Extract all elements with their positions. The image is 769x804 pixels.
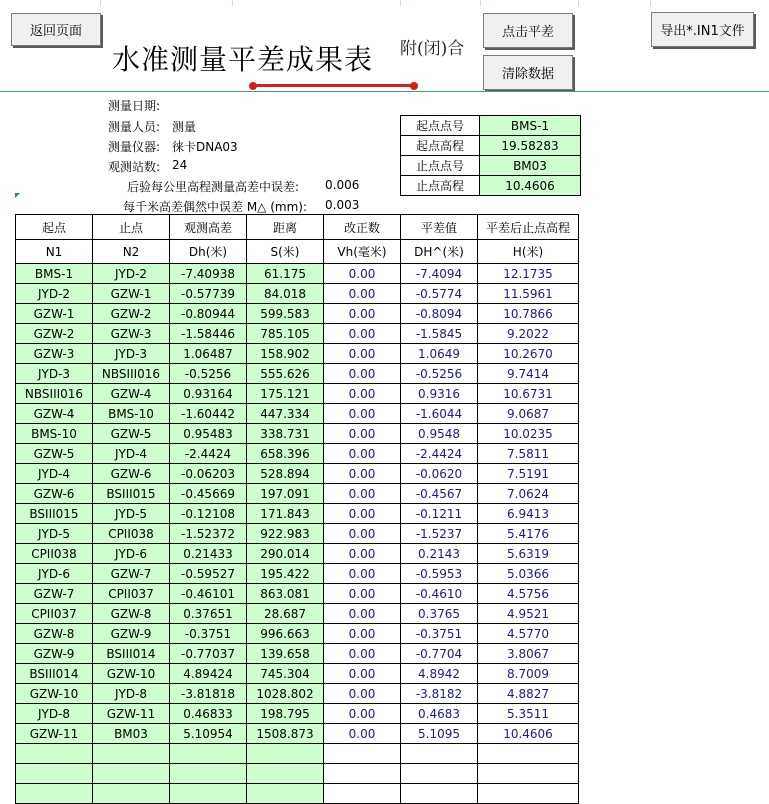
cell-correction: 0.00 <box>324 344 401 364</box>
cell-end[interactable]: BSIII014 <box>93 644 170 664</box>
table-row <box>16 464 579 484</box>
cell-adjusted-dh: -0.5774 <box>401 284 478 304</box>
grid-line <box>100 0 101 6</box>
cell-distance[interactable]: 745.304 <box>247 664 324 684</box>
cell-end[interactable]: GZW-3 <box>93 324 170 344</box>
random-error-label: 每千米高差偶然中误差 M△ (mm): <box>123 200 307 214</box>
cell-start[interactable]: CPII037 <box>16 604 93 624</box>
cell-start[interactable]: JYD-2 <box>16 284 93 304</box>
cell-correction: 0.00 <box>324 604 401 624</box>
cell-correction <box>324 784 401 804</box>
cell-distance[interactable]: 1508.873 <box>247 724 324 744</box>
cell-start[interactable] <box>16 784 93 804</box>
end-name-label: 止点点号 <box>401 156 480 176</box>
cell-end[interactable]: GZW-11 <box>93 704 170 724</box>
cell-end[interactable]: GZW-7 <box>93 564 170 584</box>
cell-start[interactable]: JYD-8 <box>16 704 93 724</box>
start-height-value[interactable]: 19.58283 <box>480 136 581 156</box>
cell-observed-dh[interactable]: -1.60442 <box>170 404 247 424</box>
cell-distance[interactable]: 863.081 <box>247 584 324 604</box>
cell-end[interactable]: GZW-8 <box>93 604 170 624</box>
cell-distance[interactable] <box>247 784 324 804</box>
start-height-label: 起点高程 <box>401 136 480 156</box>
cell-correction: 0.00 <box>324 724 401 744</box>
cell-correction: 0.00 <box>324 624 401 644</box>
unit-adjusted-height: H(米) <box>478 240 579 264</box>
random-error-value: 0.003 <box>325 198 360 212</box>
cell-observed-dh[interactable] <box>170 764 247 784</box>
survey-date-label: 测量日期: <box>108 99 161 113</box>
grid-line <box>400 0 401 6</box>
unit-start: N1 <box>16 240 93 264</box>
cell-observed-dh[interactable]: 0.46833 <box>170 704 247 724</box>
cell-observed-dh[interactable]: 5.10954 <box>170 724 247 744</box>
cell-start[interactable]: GZW-9 <box>16 644 93 664</box>
table-row <box>16 564 579 584</box>
start-name-label: 起点点号 <box>401 116 480 136</box>
page-subtitle: 附(闭)合 <box>400 39 465 59</box>
table-row <box>16 284 579 304</box>
table-row <box>16 264 579 284</box>
cell-adjusted-height: 9.7414 <box>478 364 579 384</box>
cell-start[interactable]: GZW-7 <box>16 584 93 604</box>
cell-observed-dh[interactable]: -0.06203 <box>170 464 247 484</box>
cell-adjusted-dh: -1.5237 <box>401 524 478 544</box>
cell-adjusted-height: 8.7009 <box>478 664 579 684</box>
unit-observed-dh: Dh(米) <box>170 240 247 264</box>
cell-end[interactable]: GZW-4 <box>93 384 170 404</box>
cell-start[interactable]: GZW-1 <box>16 304 93 324</box>
cell-end[interactable]: BMS-10 <box>93 404 170 424</box>
cell-start[interactable]: GZW-10 <box>16 684 93 704</box>
cell-observed-dh[interactable] <box>170 744 247 764</box>
cell-end[interactable]: JYD-4 <box>93 444 170 464</box>
cell-correction: 0.00 <box>324 404 401 424</box>
table-row <box>16 484 579 504</box>
surveyor-label: 测量人员: <box>108 120 161 134</box>
stations-label: 观测站数: <box>108 160 161 174</box>
cell-adjusted-dh: -0.7704 <box>401 644 478 664</box>
cell-distance[interactable] <box>247 764 324 784</box>
cell-distance[interactable]: 785.105 <box>247 324 324 344</box>
cell-start[interactable]: NBSIII016 <box>16 384 93 404</box>
table-row <box>16 324 579 344</box>
cell-correction <box>324 764 401 784</box>
cell-distance[interactable]: 28.687 <box>247 604 324 624</box>
clear-data-button[interactable]: 清除数据 <box>483 55 573 90</box>
cell-adjusted-height: 9.2022 <box>478 324 579 344</box>
cell-adjusted-height: 12.1735 <box>478 264 579 284</box>
cell-distance[interactable]: 290.014 <box>247 544 324 564</box>
cell-observed-dh[interactable]: -1.58446 <box>170 324 247 344</box>
cell-distance[interactable]: 447.334 <box>247 404 324 424</box>
cell-observed-dh[interactable]: 0.37651 <box>170 604 247 624</box>
cell-observed-dh[interactable]: -3.81818 <box>170 684 247 704</box>
cell-adjusted-height: 10.7866 <box>478 304 579 324</box>
cell-adjusted-dh: 0.3765 <box>401 604 478 624</box>
cell-correction: 0.00 <box>324 484 401 504</box>
table-row <box>16 784 579 804</box>
cell-adjusted-height: 4.8827 <box>478 684 579 704</box>
cell-adjusted-dh: 0.9548 <box>401 424 478 444</box>
col-header-correction: 改正数 <box>324 215 401 240</box>
col-header-adjusted-dh: 平差值 <box>401 215 478 240</box>
end-name-row <box>401 156 581 176</box>
cell-distance[interactable]: 175.121 <box>247 384 324 404</box>
cell-start[interactable]: GZW-4 <box>16 404 93 424</box>
cell-distance[interactable]: 555.626 <box>247 364 324 384</box>
cell-distance[interactable]: 528.894 <box>247 464 324 484</box>
end-height-row <box>401 176 581 196</box>
grid-line <box>232 0 233 6</box>
cell-adjusted-dh <box>401 764 478 784</box>
spreadsheet-grid-top <box>0 0 769 6</box>
table-row <box>16 304 579 324</box>
unit-header-row <box>16 240 579 264</box>
cell-observed-dh[interactable]: -0.12108 <box>170 504 247 524</box>
cell-correction: 0.00 <box>324 644 401 664</box>
cell-adjusted-dh: -0.5256 <box>401 364 478 384</box>
cell-distance[interactable]: 139.658 <box>247 644 324 664</box>
posterior-error-value: 0.006 <box>325 178 360 192</box>
adjust-button[interactable]: 点击平差 <box>483 13 573 48</box>
col-header-adjusted-height: 平差后止点高程 <box>478 215 579 240</box>
cell-observed-dh[interactable]: -0.77037 <box>170 644 247 664</box>
cell-start[interactable]: GZW-3 <box>16 344 93 364</box>
cell-distance[interactable]: 1028.802 <box>247 684 324 704</box>
cell-start[interactable]: BMS-10 <box>16 424 93 444</box>
cell-adjusted-height: 6.9413 <box>478 504 579 524</box>
cell-adjusted-dh: 4.8942 <box>401 664 478 684</box>
table-row <box>16 764 579 784</box>
cell-correction: 0.00 <box>324 424 401 444</box>
cell-end[interactable]: GZW-10 <box>93 664 170 684</box>
cell-adjusted-dh: -0.4610 <box>401 584 478 604</box>
table-row <box>16 704 579 724</box>
cell-observed-dh[interactable]: -0.3751 <box>170 624 247 644</box>
cell-observed-dh[interactable]: 0.95483 <box>170 424 247 444</box>
underline-dot-left <box>249 82 257 90</box>
cell-start[interactable]: BSIII014 <box>16 664 93 684</box>
cell-end[interactable]: GZW-1 <box>93 284 170 304</box>
cell-start[interactable]: BSIII015 <box>16 504 93 524</box>
table-row <box>16 504 579 524</box>
cell-adjusted-height: 7.5191 <box>478 464 579 484</box>
cell-observed-dh[interactable]: 0.21433 <box>170 544 247 564</box>
unit-distance: S(米) <box>247 240 324 264</box>
cell-end[interactable]: JYD-3 <box>93 344 170 364</box>
cell-adjusted-dh: -1.6044 <box>401 404 478 424</box>
start-name-row <box>401 116 581 136</box>
cell-correction: 0.00 <box>324 504 401 524</box>
cell-distance[interactable]: 338.731 <box>247 424 324 444</box>
cell-adjusted-dh <box>401 784 478 804</box>
cell-end[interactable] <box>93 784 170 804</box>
instrument-label: 测量仪器: <box>108 140 161 154</box>
adjustment-results-table <box>15 214 579 804</box>
cell-adjusted-height: 10.0235 <box>478 424 579 444</box>
cell-distance[interactable]: 195.422 <box>247 564 324 584</box>
cell-distance[interactable] <box>247 744 324 764</box>
cell-adjusted-height: 9.0687 <box>478 404 579 424</box>
cell-correction: 0.00 <box>324 324 401 344</box>
grid-line <box>650 0 651 6</box>
cell-observed-dh[interactable] <box>170 784 247 804</box>
cell-end[interactable]: BSIII015 <box>93 484 170 504</box>
col-header-start: 起点 <box>16 215 93 240</box>
cell-observed-dh[interactable]: -2.4424 <box>170 444 247 464</box>
col-header-end: 止点 <box>93 215 170 240</box>
table-row <box>16 724 579 744</box>
cell-end[interactable]: CPII037 <box>93 584 170 604</box>
cell-adjusted-dh: 0.9316 <box>401 384 478 404</box>
cell-distance[interactable]: 197.091 <box>247 484 324 504</box>
cell-distance[interactable]: 158.902 <box>247 344 324 364</box>
table-row <box>16 364 579 384</box>
table-row <box>16 384 579 404</box>
cell-observed-dh[interactable]: -0.45669 <box>170 484 247 504</box>
cell-start[interactable]: GZW-5 <box>16 444 93 464</box>
cell-end[interactable] <box>93 764 170 784</box>
cell-correction <box>324 744 401 764</box>
posterior-error-label: 后验每公里高程测量高差中误差: <box>127 180 300 194</box>
cell-start[interactable]: JYD-4 <box>16 464 93 484</box>
cell-correction: 0.00 <box>324 304 401 324</box>
col-header-observed-dh: 观测高差 <box>170 215 247 240</box>
cell-observed-dh[interactable]: -1.52372 <box>170 524 247 544</box>
cell-adjusted-height: 5.6319 <box>478 544 579 564</box>
cell-correction: 0.00 <box>324 584 401 604</box>
cell-start[interactable]: BMS-1 <box>16 264 93 284</box>
end-height-value[interactable]: 10.4606 <box>480 176 581 196</box>
surveyor-value: 测量 <box>172 120 197 134</box>
cell-observed-dh[interactable]: 4.89424 <box>170 664 247 684</box>
unit-end: N2 <box>93 240 170 264</box>
table-row <box>16 444 579 464</box>
cell-adjusted-height: 11.5961 <box>478 284 579 304</box>
cell-distance[interactable]: 61.175 <box>247 264 324 284</box>
underline-dot-right <box>410 82 418 90</box>
cell-adjusted-height: 7.5811 <box>478 444 579 464</box>
cell-adjusted-dh: -7.4094 <box>401 264 478 284</box>
cell-start[interactable]: GZW-8 <box>16 624 93 644</box>
table-row <box>16 344 579 364</box>
cell-observed-dh[interactable]: -0.59527 <box>170 564 247 584</box>
cell-observed-dh[interactable]: 0.93164 <box>170 384 247 404</box>
cell-end[interactable]: GZW-2 <box>93 304 170 324</box>
cell-correction: 0.00 <box>324 464 401 484</box>
table-row <box>16 684 579 704</box>
cell-observed-dh[interactable]: -0.5256 <box>170 364 247 384</box>
cell-adjusted-dh: -0.1211 <box>401 504 478 524</box>
cell-adjusted-dh <box>401 744 478 764</box>
unit-adjusted-dh: DH^(米) <box>401 240 478 264</box>
table-row <box>16 544 579 564</box>
cell-correction: 0.00 <box>324 284 401 304</box>
cell-adjusted-dh: -0.4567 <box>401 484 478 504</box>
cell-end[interactable]: GZW-6 <box>93 464 170 484</box>
grid-line <box>480 0 481 6</box>
cell-end[interactable]: GZW-5 <box>93 424 170 444</box>
cell-start[interactable]: GZW-6 <box>16 484 93 504</box>
cell-adjusted-height: 10.4606 <box>478 724 579 744</box>
cell-adjusted-dh: 0.2143 <box>401 544 478 564</box>
cell-end[interactable]: JYD-6 <box>93 544 170 564</box>
cell-start[interactable]: GZW-11 <box>16 724 93 744</box>
table-row <box>16 404 579 424</box>
instrument-value: 徕卡DNA03 <box>172 140 238 154</box>
cell-correction: 0.00 <box>324 444 401 464</box>
back-button[interactable]: 返回页面 <box>11 13 101 46</box>
cell-correction: 0.00 <box>324 704 401 724</box>
cell-correction: 0.00 <box>324 524 401 544</box>
export-in1-button[interactable]: 导出*.IN1文件 <box>651 12 754 47</box>
cell-start[interactable]: JYD-5 <box>16 524 93 544</box>
unit-correction: Vh(毫米) <box>324 240 401 264</box>
cell-adjusted-height <box>478 764 579 784</box>
cell-adjusted-dh: 1.0649 <box>401 344 478 364</box>
grid-line <box>578 0 579 6</box>
cell-end[interactable]: JYD-5 <box>93 504 170 524</box>
cell-observed-dh[interactable]: -0.80944 <box>170 304 247 324</box>
cell-start[interactable]: GZW-2 <box>16 324 93 344</box>
cell-observed-dh[interactable]: -7.40938 <box>170 264 247 284</box>
title-underline <box>252 84 414 87</box>
control-points-table <box>400 115 581 196</box>
cell-distance[interactable]: 996.663 <box>247 624 324 644</box>
cell-distance[interactable]: 658.396 <box>247 444 324 464</box>
cell-correction: 0.00 <box>324 264 401 284</box>
table-row <box>16 604 579 624</box>
cell-adjusted-height: 10.2670 <box>478 344 579 364</box>
cell-correction: 0.00 <box>324 544 401 564</box>
cell-correction: 0.00 <box>324 684 401 704</box>
table-row <box>16 424 579 444</box>
start-height-row <box>401 136 581 156</box>
table-row <box>16 644 579 664</box>
table-row <box>16 524 579 544</box>
cell-distance[interactable]: 599.583 <box>247 304 324 324</box>
stations-value: 24 <box>172 158 188 172</box>
table-row <box>16 624 579 644</box>
end-name-value[interactable]: BM03 <box>480 156 581 176</box>
cell-adjusted-height: 3.8067 <box>478 644 579 664</box>
cell-adjusted-dh: -3.8182 <box>401 684 478 704</box>
cell-adjusted-height: 4.5756 <box>478 584 579 604</box>
cell-start[interactable]: JYD-3 <box>16 364 93 384</box>
cell-distance[interactable]: 198.795 <box>247 704 324 724</box>
cell-end[interactable]: CPII038 <box>93 524 170 544</box>
cell-end[interactable]: JYD-8 <box>93 684 170 704</box>
column-header-row <box>16 215 579 240</box>
end-height-label: 止点高程 <box>401 176 480 196</box>
cell-correction: 0.00 <box>324 364 401 384</box>
cell-adjusted-dh: 0.4683 <box>401 704 478 724</box>
cell-observed-dh[interactable]: -0.46101 <box>170 584 247 604</box>
cell-end[interactable]: GZW-9 <box>93 624 170 644</box>
cell-correction: 0.00 <box>324 664 401 684</box>
cell-observed-dh[interactable]: 1.06487 <box>170 344 247 364</box>
cell-end[interactable] <box>93 744 170 764</box>
cell-distance[interactable]: 922.983 <box>247 524 324 544</box>
cell-adjusted-height <box>478 744 579 764</box>
cell-adjusted-height: 5.3511 <box>478 704 579 724</box>
table-row <box>16 744 579 764</box>
cell-adjusted-dh: -1.5845 <box>401 324 478 344</box>
col-header-distance: 距离 <box>247 215 324 240</box>
cell-adjusted-height <box>478 784 579 804</box>
cell-adjusted-dh: 5.1095 <box>401 724 478 744</box>
cell-adjusted-height: 7.0624 <box>478 484 579 504</box>
cell-start[interactable]: JYD-6 <box>16 564 93 584</box>
cell-end[interactable]: NBSIII016 <box>93 364 170 384</box>
cell-correction: 0.00 <box>324 384 401 404</box>
cell-adjusted-height: 10.6731 <box>478 384 579 404</box>
header-divider <box>0 91 769 92</box>
cell-adjusted-height: 5.4176 <box>478 524 579 544</box>
page-title: 水准测量平差成果表 <box>112 43 374 76</box>
cell-start[interactable] <box>16 744 93 764</box>
cell-adjusted-height: 5.0366 <box>478 564 579 584</box>
table-row <box>16 584 579 604</box>
cell-adjusted-dh: -0.0620 <box>401 464 478 484</box>
cell-distance[interactable]: 84.018 <box>247 284 324 304</box>
cell-end[interactable]: BM03 <box>93 724 170 744</box>
table-row <box>16 664 579 684</box>
cell-adjusted-dh: -0.3751 <box>401 624 478 644</box>
cell-adjusted-dh: -0.8094 <box>401 304 478 324</box>
cell-adjusted-height: 4.9521 <box>478 604 579 624</box>
cell-start[interactable] <box>16 764 93 784</box>
cell-distance[interactable]: 171.843 <box>247 504 324 524</box>
cell-comment-marker <box>15 193 20 198</box>
cell-adjusted-height: 4.5770 <box>478 624 579 644</box>
start-name-value[interactable]: BMS-1 <box>480 116 581 136</box>
cell-adjusted-dh: -0.5953 <box>401 564 478 584</box>
cell-end[interactable]: JYD-2 <box>93 264 170 284</box>
cell-correction: 0.00 <box>324 564 401 584</box>
cell-adjusted-dh: -2.4424 <box>401 444 478 464</box>
cell-start[interactable]: CPII038 <box>16 544 93 564</box>
cell-observed-dh[interactable]: -0.57739 <box>170 284 247 304</box>
